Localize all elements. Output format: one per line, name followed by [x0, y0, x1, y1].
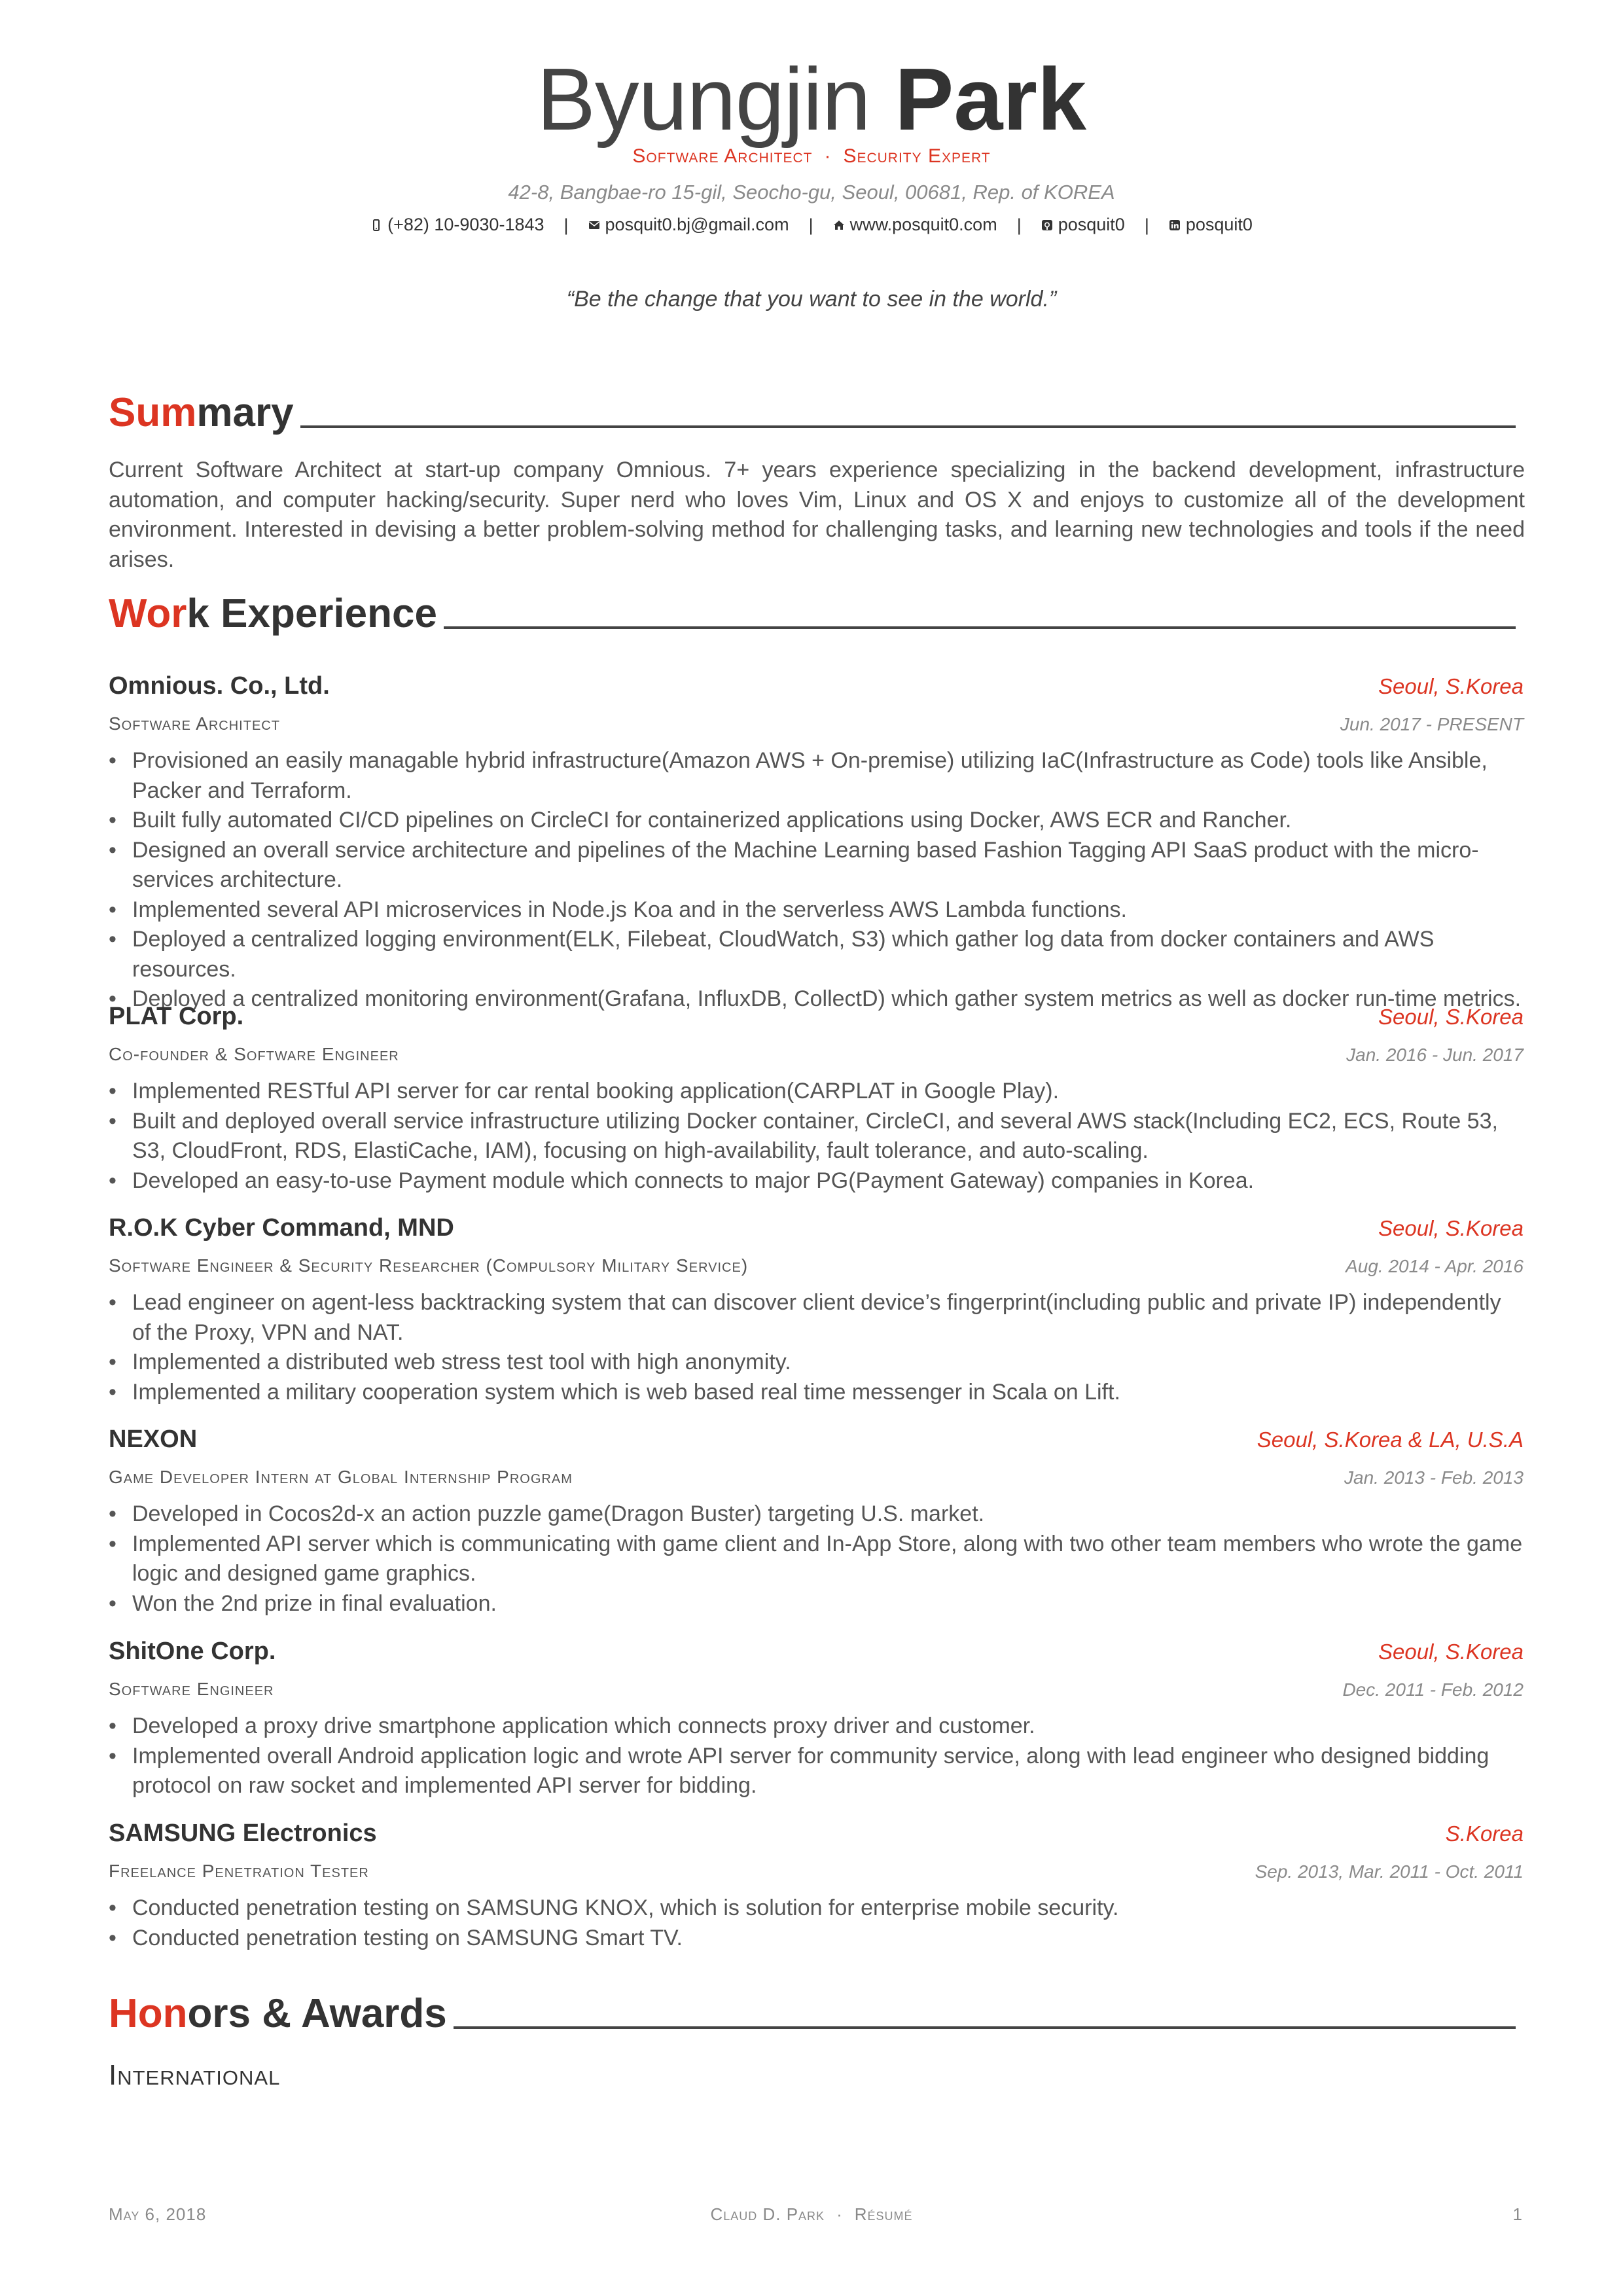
bullet-item: • Conducted penetration testing on SAMSUNG Smart TV. [109, 1924, 1525, 1954]
entry-date: Sep. 2013, Mar. 2011 - Oct. 2011 [1255, 1861, 1524, 1882]
address: 42-8, Bangbae-ro 15-gil, Seocho-gu, Seoul, 00681, Rep. of KOREA [508, 181, 1115, 204]
entry-organization: ShitOne Corp. [109, 1638, 276, 1665]
entry-location: Seoul, S.Korea [1378, 1216, 1524, 1240]
entry-date: Jan. 2013 - Feb. 2013 [1344, 1467, 1524, 1488]
bullet-item: • Lead engineer on agent-less backtracking system that can discover client device’s fingerprint(including public and private IP) independently of the Proxy, VPN and NAT. [109, 1288, 1525, 1348]
contact-separator: | [563, 215, 569, 235]
section-rule [454, 2026, 1516, 2029]
linkedin-text: posquit0 [1185, 215, 1253, 234]
bullet-item: • Provisioned an easily managable hybrid infrastructure(Amazon AWS + On-premise) utilizing IaC(Infrastructure as Code) tools like Ansible, Packer and Terraform. [109, 746, 1525, 806]
footer-author: Claud D. Park [710, 2204, 825, 2224]
bullet-item: • Implemented a distributed web stress test tool with high anonymity. [109, 1348, 1525, 1378]
mobile-phone-icon [370, 219, 382, 231]
entry-role: Freelance Penetration Tester [109, 1861, 369, 1881]
entry-bullets [109, 1499, 1525, 1619]
section-title-honors [109, 1991, 1516, 2037]
phone-text: (+82) 10-9030-1843 [387, 215, 544, 234]
bullet-item: • Developed an easy-to-use Payment module which connects to major PG(Payment Gateway) companies in Korea. [109, 1166, 1525, 1196]
contact-separator: | [1144, 215, 1149, 235]
entry-role: Software Engineer [109, 1679, 274, 1699]
bullet-item: • Developed a proxy drive smartphone application which connects proxy driver and customer. [109, 1712, 1525, 1742]
footer-doc: Résumé [854, 2204, 913, 2224]
contact-linkedin[interactable] [1169, 215, 1253, 235]
entry-location: Seoul, S.Korea & LA, U.S.A [1257, 1427, 1524, 1452]
first-name: Byungjin [536, 50, 870, 149]
bullet-item: • Implemented overall Android application logic and wrote API server for community service, along with lead engineer who designed bidding protocol on raw socket and implemented API server for bidding. [109, 1742, 1525, 1801]
entry-organization: NEXON [109, 1426, 198, 1453]
bullet-item: • Implemented RESTful API server for car rental booking application(CARPLAT in Google Play). [109, 1077, 1525, 1107]
entry-role: Co-founder & Software Engineer [109, 1044, 399, 1064]
entry-organization: PLAT Corp. [109, 1003, 244, 1030]
last-name: Park [895, 50, 1087, 149]
entry-bullets [109, 1288, 1525, 1407]
contact-email[interactable] [588, 215, 789, 235]
entry-role: Software Engineer & Security Researcher (Compulsory Military Service) [109, 1255, 749, 1276]
section-title-accent: Hon [109, 1991, 188, 2036]
bullet-item: • Implemented several API microservices in Node.js Koa and in the serverless AWS Lambda functions. [109, 895, 1525, 925]
entry-bullets [109, 1893, 1525, 1953]
entry-bullets [109, 1712, 1525, 1801]
contact-bar [0, 215, 1623, 236]
contact-separator: | [808, 215, 813, 235]
entry-date: Jan. 2016 - Jun. 2017 [1346, 1045, 1524, 1065]
entry-date: Aug. 2014 - Apr. 2016 [1346, 1256, 1524, 1276]
entry-organization: R.O.K Cyber Command, MND [109, 1214, 454, 1242]
entry-organization: Omnious. Co., Ltd. [109, 672, 330, 700]
entry-role: Software Architect [109, 713, 280, 734]
section-rule [444, 626, 1516, 629]
section-title-accent: Wor [109, 591, 187, 636]
contact-phone[interactable] [370, 215, 544, 235]
contact-website[interactable] [833, 215, 997, 235]
entry-location: Seoul, S.Korea [1378, 674, 1524, 698]
subsection-international: International [109, 2059, 281, 2091]
contact-separator: | [1016, 215, 1022, 235]
bullet-item: • Developed in Cocos2d-x an action puzzle game(Dragon Buster) targeting U.S. market. [109, 1499, 1525, 1530]
footer-page-number: 1 [1512, 2204, 1522, 2224]
entry-role: Game Developer Intern at Global Internship Program [109, 1467, 573, 1487]
bullet-item: • Built and deployed overall service infrastructure utilizing Docker container, CircleCI, and several AWS stack(Including EC2, ECS, Route 53, S3, CloudFront, RDS, ElastiCache, IAM), focusing on high-availability, fault tolerance, and auto-scaling. [109, 1107, 1525, 1166]
bullet-item: • Implemented a military cooperation system which is web based real time messenger in Scala on Lift. [109, 1378, 1525, 1408]
email-text: posquit0.bj@gmail.com [605, 215, 789, 234]
entry-bullets [109, 746, 1525, 1014]
quote: “Be the change that you want to see in the world.” [566, 287, 1057, 312]
footer-title [0, 2204, 1623, 2225]
position-line [0, 145, 1623, 168]
bullet-item: • Conducted penetration testing on SAMSUNG KNOX, which is solution for enterprise mobile security. [109, 1893, 1525, 1924]
bullet-item: • Implemented API server which is communicating with game client and In-App Store, along with two other team members who wrote the game logic and designed game graphics. [109, 1530, 1525, 1589]
website-text: www.posquit0.com [849, 215, 997, 234]
bullet-item: • Deployed a centralized logging environment(ELK, Filebeat, CloudWatch, S3) which gather log data from docker containers and AWS resources. [109, 925, 1525, 984]
summary-text: Current Software Architect at start-up company Omnious. 7+ years experience specializing in the backend development, infrastructure automation, and computer hacking/security. Super nerd who loves Vim, Linux and OS X and enjoys to customize all of the development environment. Interested in devising a better problem-solving method for challenging tasks, and learning new technologies and tools if the need arises. [109, 457, 1525, 572]
entry-location: Seoul, S.Korea [1378, 1005, 1524, 1029]
bullet-item: • Built fully automated CI/CD pipelines on CircleCI for containerized applications using Docker, AWS ECR and Rancher. [109, 806, 1525, 836]
entry-date: Jun. 2017 - PRESENT [1340, 714, 1524, 734]
home-icon [833, 219, 845, 231]
position-security: Security Expert [843, 145, 991, 167]
entry-bullets [109, 1077, 1525, 1196]
position-architect: Software Architect [632, 145, 813, 167]
entry-organization: SAMSUNG Electronics [109, 1820, 377, 1847]
section-title-rest: ors & Awards [187, 1991, 447, 2036]
section-rule [300, 425, 1516, 428]
footer-separator: · [836, 2204, 843, 2224]
contact-github[interactable] [1041, 215, 1125, 235]
position-separator: · [824, 145, 832, 167]
section-title-rest: mary [196, 390, 294, 435]
footer-date: May 6, 2018 [109, 2204, 207, 2224]
section-title-rest: k Experience [187, 591, 437, 636]
entry-location: Seoul, S.Korea [1378, 1640, 1524, 1664]
section-title-summary [109, 390, 1516, 436]
resume-name [0, 47, 1623, 152]
envelope-icon [588, 219, 600, 231]
section-title-experience [109, 591, 1516, 637]
bullet-item: • Designed an overall service architecture and pipelines of the Machine Learning based Fashion Tagging API SaaS product with the micro-services architecture. [109, 836, 1525, 895]
entry-date: Dec. 2011 - Feb. 2012 [1342, 1679, 1524, 1700]
github-text: posquit0 [1058, 215, 1125, 234]
bullet-item: • Won the 2nd prize in final evaluation. [109, 1589, 1525, 1619]
entry-location: S.Korea [1445, 1821, 1524, 1846]
section-title-accent: Sum [109, 390, 197, 435]
github-icon [1041, 219, 1053, 231]
linkedin-icon [1169, 219, 1181, 231]
bullet-item: • Deployed a centralized monitoring environment(Grafana, InfluxDB, CollectD) which gather system metrics as well as docker run-time metrics. [109, 984, 1525, 1014]
